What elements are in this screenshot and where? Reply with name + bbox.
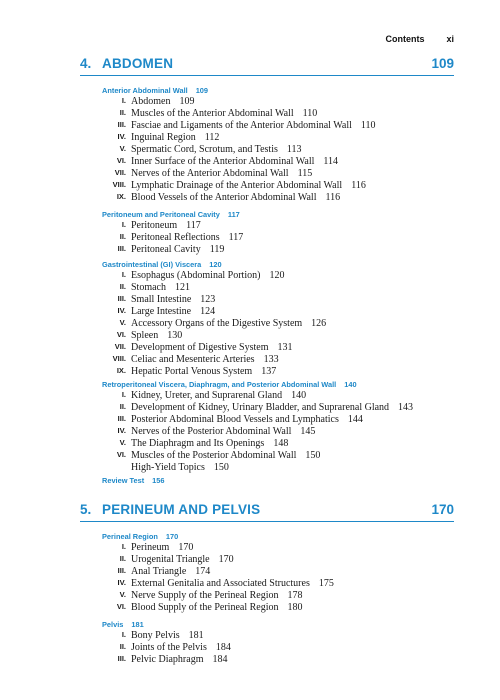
toc-entry[interactable] (102, 144, 302, 156)
toc-entry[interactable] (102, 96, 194, 108)
toc-entry[interactable] (102, 108, 317, 120)
entry-page: 170 (218, 554, 234, 565)
entry-number: VIII. (112, 180, 126, 189)
entry-title: Lymphatic Drainage of the Anterior Abdominal Wall (131, 180, 343, 191)
entry-title: Nerves of the Anterior Abdominal Wall (131, 168, 289, 179)
toc-entry[interactable] (102, 414, 363, 426)
entry-number: II. (119, 642, 126, 651)
entry-page: 131 (277, 342, 293, 353)
entry-number: III. (117, 654, 126, 663)
section-title: Perineal Region (102, 532, 158, 541)
section-title: Anterior Abdominal Wall (102, 86, 188, 95)
entry-page: 117 (186, 220, 201, 231)
entry-title: Stomach (131, 282, 166, 293)
entry-title: Peritoneal Cavity (131, 244, 201, 255)
chapter-page: 109 (431, 56, 454, 71)
entry-title: Kidney, Ureter, and Suprarenal Gland (131, 390, 283, 401)
toc-entry[interactable] (102, 554, 234, 566)
entry-title: Abdomen (131, 96, 171, 107)
entry-number: I. (121, 270, 126, 279)
entry-number: IX. (116, 366, 126, 375)
entry-page: 178 (287, 590, 303, 601)
toc-entry[interactable] (102, 220, 201, 232)
entry-number: VII. (114, 342, 126, 351)
section-page: 181 (131, 620, 144, 629)
entry-page: 184 (215, 642, 231, 653)
chapter-page: 170 (431, 502, 454, 517)
entry-number: III. (117, 294, 126, 303)
toc-entry[interactable] (102, 342, 292, 354)
entry-number: III. (117, 120, 126, 129)
entry-title: Joints of the Pelvis (131, 642, 207, 653)
entry-number: I. (121, 630, 126, 639)
entry-title: Esophagus (Abdominal Portion) (131, 270, 261, 281)
entry-page: 150 (305, 450, 321, 461)
toc-entry[interactable] (102, 132, 219, 144)
toc-entry[interactable] (102, 590, 302, 602)
entry-title: Spermatic Cord, Scrotum, and Testis (131, 144, 278, 155)
toc-entry[interactable] (102, 330, 182, 342)
section-page: 170 (165, 532, 179, 541)
entry-title: Blood Supply of the Perineal Region (131, 602, 279, 613)
entry-page: 124 (200, 306, 216, 317)
entry-page: 133 (263, 354, 279, 365)
toc-entry[interactable] (102, 244, 224, 256)
toc-entry[interactable] (102, 630, 204, 642)
entry-number: I. (121, 220, 126, 229)
entry-number: VI. (116, 330, 126, 339)
section-title: Peritoneum and Peritoneal Cavity (102, 210, 220, 219)
chapter-title: PERINEUM AND PELVIS (102, 502, 261, 517)
entry-title: Nerve Supply of the Perineal Region (131, 590, 279, 601)
entry-title: Perineum (131, 542, 170, 553)
section-page: 140 (344, 380, 357, 389)
section-page: 109 (195, 86, 209, 95)
entry-number: III. (117, 244, 126, 253)
section-heading[interactable] (102, 380, 357, 389)
section-heading[interactable] (102, 532, 178, 541)
entry-page: 110 (302, 108, 318, 119)
chapter-title: ABDOMEN (102, 56, 174, 71)
entry-title: High-Yield Topics (131, 462, 205, 473)
toc-entry[interactable] (102, 438, 288, 450)
entry-number: VI. (116, 602, 126, 611)
entry-title: Nerves of the Posterior Abdominal Wall (131, 426, 292, 437)
section-heading[interactable] (102, 86, 208, 95)
toc-entry[interactable] (102, 232, 243, 244)
entry-page: 175 (318, 578, 334, 589)
toc-entry[interactable] (102, 366, 276, 378)
chapter-number: 4. (80, 56, 92, 71)
chapter-heading[interactable] (80, 56, 454, 76)
entry-page: 123 (200, 294, 216, 305)
entry-page: 116 (325, 192, 341, 203)
entry-number: IV. (117, 306, 126, 315)
entry-page: 113 (286, 144, 302, 155)
entry-page: 181 (188, 630, 204, 641)
toc-entry[interactable] (102, 578, 334, 590)
entry-page: 150 (213, 462, 229, 473)
toc-entry[interactable] (102, 180, 366, 192)
toc-entry[interactable] (102, 654, 227, 666)
entry-number: IV. (117, 132, 126, 141)
entry-title: Peritoneal Reflections (131, 232, 220, 243)
entry-page: 114 (323, 156, 339, 167)
entry-number: VI. (116, 450, 126, 459)
entry-number: IV. (117, 578, 126, 587)
entry-page: 110 (360, 120, 376, 131)
entry-title: Urogenital Triangle (131, 554, 210, 565)
entry-page: 148 (273, 438, 289, 449)
entry-title: Large Intestine (131, 306, 192, 317)
entry-page: 116 (351, 180, 366, 191)
entry-number: VIII. (112, 354, 126, 363)
entry-page: 145 (300, 426, 316, 437)
toc-entry[interactable] (102, 354, 279, 366)
entry-title: Fasciae and Ligaments of the Anterior Abdominal Wall (131, 120, 352, 131)
entry-title: Inguinal Region (131, 132, 196, 143)
toc-entry[interactable] (102, 390, 306, 402)
entry-title: Muscles of the Posterior Abdominal Wall (131, 450, 297, 461)
entry-number: IX. (116, 192, 126, 201)
toc-entry[interactable] (102, 270, 284, 282)
entry-number: V. (119, 144, 126, 153)
toc-entry[interactable] (102, 542, 193, 554)
entry-page: 115 (297, 168, 313, 179)
section-title: Retroperitoneal Viscera, Diaphragm, and Posterior Abdominal Wall (102, 380, 337, 389)
entry-number: V. (119, 318, 126, 327)
entry-page: 119 (209, 244, 225, 255)
entry-title: Accessory Organs of the Digestive System (131, 318, 303, 329)
entry-title: Celiac and Mesenteric Arteries (131, 354, 255, 365)
toc-entry[interactable] (102, 402, 413, 414)
entry-page: 109 (179, 96, 195, 107)
entry-number: I. (121, 390, 126, 399)
chapter-heading[interactable] (80, 502, 454, 522)
entry-page: 170 (178, 542, 194, 553)
entry-page: 126 (311, 318, 327, 329)
section-heading[interactable] (102, 260, 222, 269)
running-head (385, 34, 454, 44)
toc-entry[interactable] (102, 426, 315, 438)
toc-entry[interactable] (102, 462, 229, 474)
section-heading[interactable] (102, 620, 144, 629)
entry-number: I. (121, 542, 126, 551)
section-title: Gastrointestinal (GI) Viscera (102, 260, 202, 269)
entry-page: 120 (269, 270, 285, 281)
entry-number: VI. (116, 156, 126, 165)
entry-title: Pelvic Diaphragm (131, 654, 204, 665)
toc-entry[interactable] (102, 450, 320, 462)
entry-title: External Genitalia and Associated Structures (131, 578, 310, 589)
entry-title: Small Intestine (131, 294, 192, 305)
entry-page: 112 (204, 132, 220, 143)
entry-page: 140 (291, 390, 307, 401)
toc-entry[interactable] (102, 120, 376, 132)
entry-title: Hepatic Portal Venous System (131, 366, 253, 377)
entry-title: Spleen (131, 330, 159, 341)
running-head-page: xi (446, 34, 454, 44)
section-heading[interactable] (102, 476, 165, 485)
entry-number: VII. (114, 168, 126, 177)
entry-title: Anal Triangle (131, 566, 187, 577)
entry-title: Muscles of the Anterior Abdominal Wall (131, 108, 294, 119)
entry-title: Development of Kidney, Urinary Bladder, and Suprarenal Gland (131, 402, 390, 413)
section-title: Review Test (102, 476, 145, 485)
entry-page: 117 (228, 232, 244, 243)
entry-page: 144 (347, 414, 363, 425)
entry-title: Bony Pelvis (131, 630, 180, 641)
entry-number: II. (119, 554, 126, 563)
entry-page: 184 (212, 654, 228, 665)
entry-page: 143 (398, 402, 414, 413)
entry-number: II. (119, 282, 126, 291)
section-heading[interactable] (102, 210, 240, 219)
running-head-label: Contents (385, 34, 425, 44)
section-page: 120 (209, 260, 222, 269)
section-title: Pelvis (102, 620, 124, 629)
entry-number: II. (119, 232, 126, 241)
entry-number: V. (119, 438, 126, 447)
toc-entry[interactable] (102, 168, 312, 180)
entry-number: V. (119, 590, 126, 599)
toc-entry[interactable] (102, 282, 190, 294)
entry-page: 174 (195, 566, 211, 577)
entry-number: I. (121, 96, 126, 105)
toc-entry[interactable] (102, 156, 338, 168)
entry-number: III. (117, 566, 126, 575)
toc-entry[interactable] (102, 642, 231, 654)
entry-page: 121 (175, 282, 190, 293)
toc-entry[interactable] (102, 318, 326, 330)
entry-title: The Diaphragm and Its Openings (131, 438, 265, 449)
entry-number: II. (119, 402, 126, 411)
entry-page: 130 (167, 330, 183, 341)
toc-entry[interactable] (102, 306, 215, 318)
entry-title: Posterior Abdominal Blood Vessels and Lymphatics (131, 414, 339, 425)
section-page: 156 (152, 476, 165, 485)
entry-title: Peritoneum (131, 220, 178, 231)
entry-title: Inner Surface of the Anterior Abdominal Wall (131, 156, 315, 167)
section-page: 117 (227, 210, 240, 219)
toc-entry[interactable] (102, 294, 215, 306)
toc-entry[interactable] (102, 566, 210, 578)
entry-number: III. (117, 414, 126, 423)
toc-entry[interactable] (102, 602, 303, 614)
chapter-number: 5. (80, 502, 92, 517)
entry-title: Development of Digestive System (131, 342, 269, 353)
entry-number: II. (119, 108, 126, 117)
entry-page: 180 (287, 602, 303, 613)
entry-title: Blood Vessels of the Anterior Abdominal Wall (131, 192, 317, 203)
entry-page: 137 (261, 366, 277, 377)
entry-number: IV. (117, 426, 126, 435)
toc-entry[interactable] (102, 192, 340, 204)
